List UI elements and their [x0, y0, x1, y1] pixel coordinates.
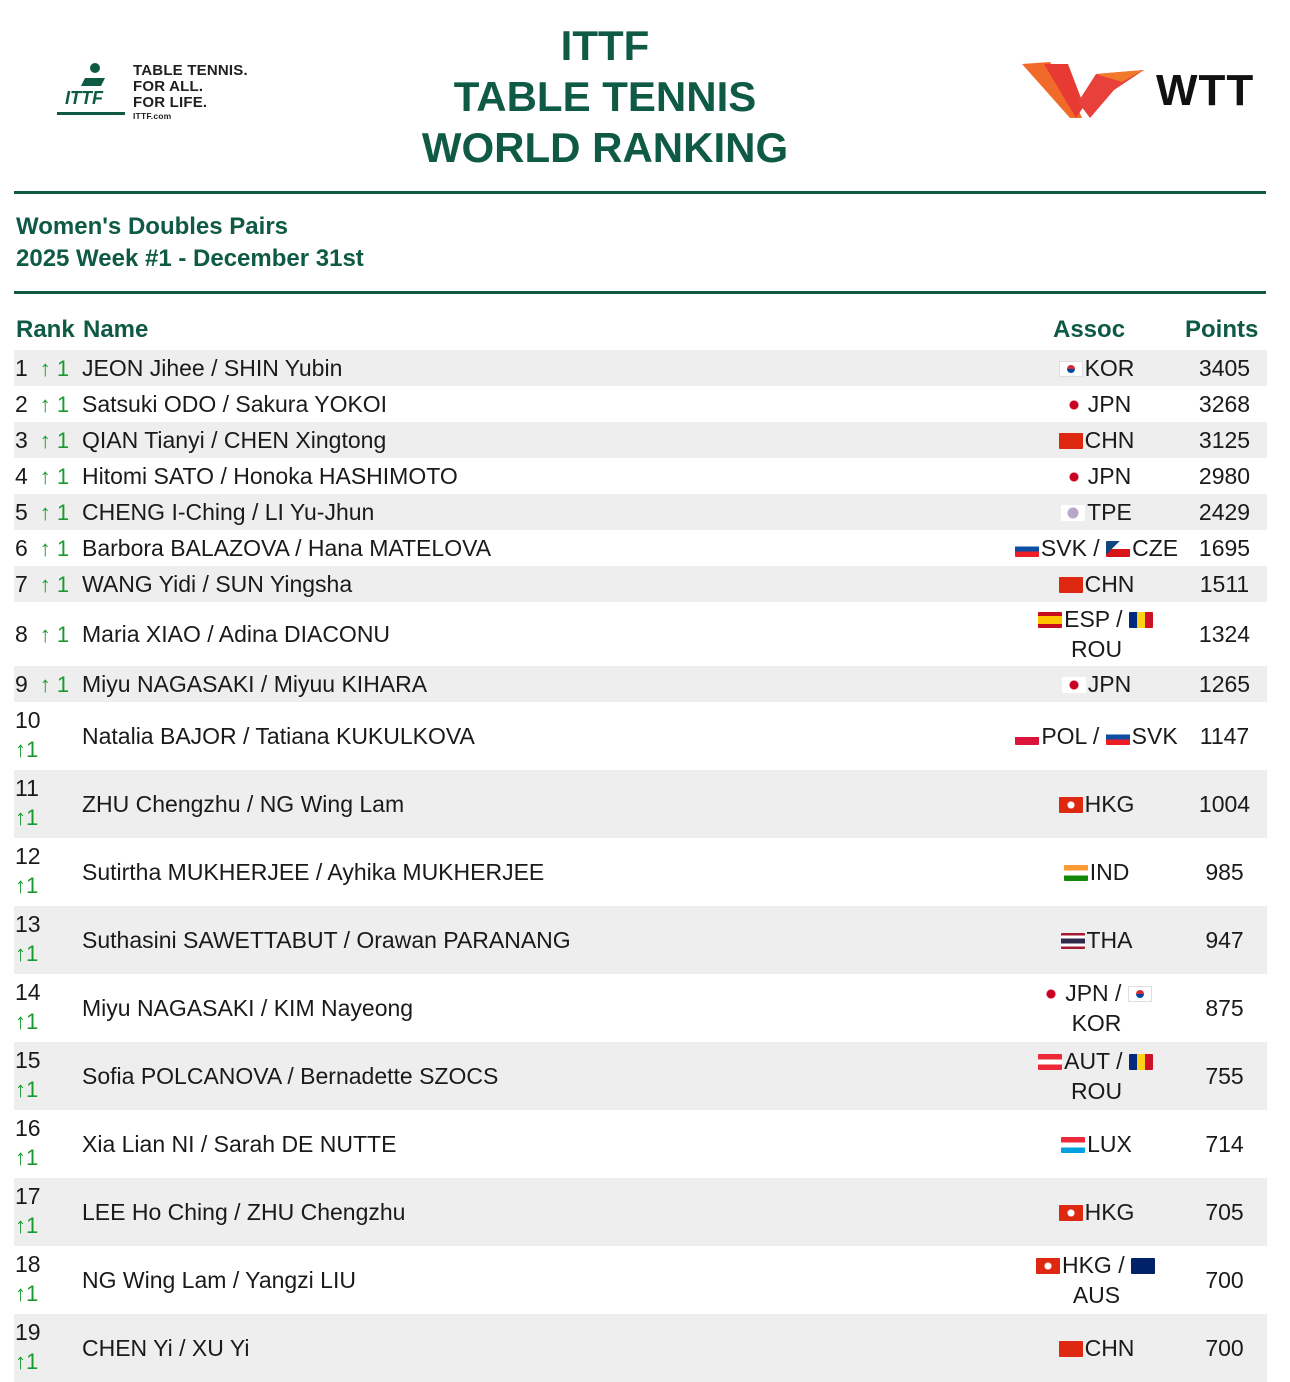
rank-cell: [15, 705, 41, 765]
rank-cell: [15, 977, 41, 1037]
rank-number: 15: [15, 1047, 41, 1073]
association-cell: [999, 353, 1194, 383]
assoc-code: HKG: [1084, 791, 1135, 817]
table-row: [14, 1314, 1267, 1382]
chn-flag-icon: [1059, 1341, 1083, 1357]
subtitle-divider: [14, 291, 1266, 294]
assoc-code: HKG: [1084, 1199, 1135, 1225]
rank-up-icon: ↑1: [15, 805, 39, 830]
chn-flag-icon: [1059, 577, 1083, 593]
rank-number: 3: [15, 427, 28, 453]
assoc-code: POL /: [1041, 723, 1106, 749]
kor-flag-icon: [1059, 361, 1083, 377]
rank-up-icon: ↑ 1: [39, 428, 70, 453]
rank-number: 13: [15, 911, 41, 937]
player-names: Sutirtha MUKHERJEE / Ayhika MUKHERJEE: [82, 859, 545, 885]
assoc-code: HKG /: [1061, 1252, 1131, 1278]
hkg-flag-icon: [1059, 1205, 1083, 1221]
table-row: [14, 386, 1267, 422]
rank-number: 12: [15, 843, 41, 869]
rank-number: 11: [15, 775, 39, 801]
rank-up-icon: ↑ 1: [39, 536, 70, 561]
header-divider: [14, 191, 1266, 194]
points-cell: 875: [1205, 995, 1244, 1021]
player-names: Miyu NAGASAKI / KIM Nayeong: [82, 995, 414, 1021]
rank-number: 7: [15, 571, 28, 597]
rank-up-icon: ↑1: [15, 1145, 39, 1170]
table-row: [14, 602, 1267, 666]
association-cell: [999, 857, 1194, 887]
rank-number: 14: [15, 979, 41, 1005]
rank-up-icon: ↑1: [15, 1009, 39, 1034]
association-cell: [999, 1046, 1194, 1106]
association-cell: [999, 789, 1194, 819]
table-row: [14, 770, 1267, 838]
player-names: Sofia POLCANOVA / Bernadette SZOCS: [82, 1063, 499, 1089]
rank-cell: [15, 425, 69, 456]
table-row: [14, 566, 1267, 602]
player-names: Suthasini SAWETTABUT / Orawan PARANANG: [82, 927, 571, 953]
rank-up-icon: ↑1: [15, 1281, 39, 1306]
association-cell: [999, 1250, 1194, 1310]
assoc-code: KOR: [1084, 355, 1135, 381]
player-names: WANG Yidi / SUN Yingsha: [82, 571, 353, 597]
lux-flag-icon: [1061, 1137, 1085, 1153]
rank-cell: [15, 461, 69, 492]
rank-up-icon: ↑ 1: [39, 356, 70, 381]
association-cell: [999, 1129, 1194, 1159]
rank-number: 6: [15, 535, 28, 561]
points-cell: 755: [1205, 1063, 1244, 1089]
ind-flag-icon: [1064, 865, 1088, 881]
table-row: [14, 422, 1267, 458]
cze-flag-icon: [1106, 541, 1130, 557]
rank-up-icon: ↑1: [15, 873, 39, 898]
rou-flag-icon: [1129, 1054, 1153, 1070]
points-cell: 1004: [1198, 791, 1251, 817]
tpe-flag-icon: [1061, 505, 1085, 521]
assoc-code: JPN: [1087, 463, 1132, 489]
association-cell: [999, 925, 1194, 955]
player-names: LEE Ho Ching / ZHU Chengzhu: [82, 1199, 406, 1225]
rank-cell: [15, 1045, 41, 1105]
rank-cell: [15, 497, 69, 528]
rank-cell: [15, 569, 69, 600]
hkg-flag-icon: [1036, 1258, 1060, 1274]
rank-up-icon: ↑ 1: [39, 622, 70, 647]
assoc-code: KOR: [1071, 1010, 1122, 1036]
association-cell: [999, 1197, 1194, 1227]
assoc-code: THA: [1086, 927, 1133, 953]
esp-flag-icon: [1038, 612, 1062, 628]
player-names: Maria XIAO / Adina DIACONU: [82, 621, 391, 647]
table-row: [14, 1110, 1267, 1178]
table-row: [14, 838, 1267, 906]
association-cell: [999, 604, 1194, 664]
points-cell: 2429: [1198, 499, 1251, 525]
rank-cell: [15, 389, 69, 420]
rank-up-icon: ↑ 1: [39, 672, 70, 697]
points-cell: 3268: [1198, 391, 1251, 417]
association-cell: [999, 497, 1194, 527]
jpn-flag-icon: [1062, 397, 1086, 413]
points-cell: 1695: [1198, 535, 1251, 561]
rank-cell: [15, 1317, 41, 1377]
ittf-logo: [55, 60, 275, 120]
assoc-code: SVK /: [1040, 535, 1107, 561]
player-names: Satsuki ODO / Sakura YOKOI: [82, 391, 388, 417]
rank-number: 17: [15, 1183, 41, 1209]
assoc-code: AUT /: [1064, 1048, 1129, 1074]
tha-flag-icon: [1061, 933, 1085, 949]
points-cell: 947: [1205, 927, 1244, 953]
assoc-code: ESP /: [1064, 606, 1129, 632]
player-names: JEON Jihee / SHIN Yubin: [82, 355, 343, 381]
page-title: ITTF TABLE TENNIS WORLD RANKING: [421, 22, 789, 171]
player-names: CHENG I-Ching / LI Yu-Jhun: [82, 499, 375, 525]
svg-text:ITTF: ITTF: [65, 88, 103, 108]
player-names: QIAN Tianyi / CHEN Xingtong: [82, 427, 387, 453]
player-names: Hitomi SATO / Honoka HASHIMOTO: [82, 463, 458, 489]
pol-flag-icon: [1015, 729, 1039, 745]
rank-cell: [15, 1113, 41, 1173]
rank-cell: [15, 669, 69, 700]
assoc-code: TPE: [1087, 499, 1132, 525]
rank-up-icon: ↑ 1: [39, 572, 70, 597]
hkg-flag-icon: [1059, 797, 1083, 813]
rank-up-icon: ↑1: [15, 737, 39, 762]
association-cell: [999, 533, 1194, 563]
aut-flag-icon: [1038, 1054, 1062, 1070]
table-row: [14, 666, 1267, 702]
rank-number: 10: [15, 707, 41, 733]
association-cell: [999, 1333, 1194, 1363]
jpn-flag-icon: [1039, 986, 1063, 1002]
table-row: [14, 974, 1267, 1042]
association-cell: [999, 669, 1194, 699]
table-row: [14, 350, 1267, 386]
player-names: Barbora BALAZOVA / Hana MATELOVA: [82, 535, 492, 561]
rank-cell: [15, 909, 41, 969]
association-cell: [999, 569, 1194, 599]
jpn-flag-icon: [1062, 677, 1086, 693]
rank-number: 8: [15, 621, 28, 647]
rank-cell: [15, 619, 69, 650]
rank-number: 9: [15, 671, 28, 697]
column-header-assoc: Assoc: [1053, 316, 1126, 343]
svk-flag-icon: [1015, 541, 1039, 557]
column-header-points: Points: [1185, 316, 1259, 343]
rank-cell: [15, 773, 39, 833]
rank-number: 19: [15, 1319, 41, 1345]
points-cell: 1147: [1199, 723, 1250, 749]
aus-flag-icon: [1131, 1258, 1155, 1274]
kor-flag-icon: [1128, 986, 1152, 1002]
rank-cell: [15, 1181, 41, 1241]
rank-number: 16: [15, 1115, 41, 1141]
assoc-code: JPN: [1087, 391, 1132, 417]
rou-flag-icon: [1129, 612, 1153, 628]
rank-cell: [15, 1249, 41, 1309]
assoc-code: ROU: [1070, 1078, 1123, 1104]
table-row: [14, 530, 1267, 566]
points-cell: 700: [1205, 1267, 1244, 1293]
assoc-code: IND: [1089, 859, 1130, 885]
rank-up-icon: ↑1: [15, 1349, 39, 1374]
assoc-code: CZE: [1132, 535, 1179, 561]
table-row: [14, 458, 1267, 494]
assoc-code: CHN: [1084, 571, 1135, 597]
table-row: [14, 1246, 1267, 1314]
points-cell: 985: [1205, 859, 1244, 885]
rank-cell: [15, 841, 41, 901]
assoc-code: ROU: [1070, 636, 1123, 662]
ittf-paddle-icon: [55, 60, 125, 120]
table-row: [14, 494, 1267, 530]
table-row: [14, 906, 1267, 974]
wtt-logo: WTT: [1022, 60, 1272, 124]
points-cell: 714: [1205, 1131, 1244, 1157]
wtt-mark-icon: [1022, 60, 1152, 124]
assoc-code: LUX: [1087, 1131, 1132, 1157]
svk-flag-icon: [1106, 729, 1130, 745]
rank-number: 1: [15, 355, 28, 381]
player-names: Natalia BAJOR / Tatiana KUKULKOVA: [82, 723, 475, 749]
rank-up-icon: ↑1: [15, 1077, 39, 1102]
association-cell: [999, 721, 1194, 751]
association-cell: [999, 978, 1194, 1038]
assoc-code: CHN: [1084, 427, 1135, 453]
association-cell: [999, 389, 1194, 419]
rank-number: 18: [15, 1251, 41, 1277]
table-row: [14, 702, 1267, 770]
rank-up-icon: ↑1: [15, 1213, 39, 1238]
rank-number: 5: [15, 499, 28, 525]
points-cell: 1511: [1199, 571, 1250, 597]
points-cell: 3125: [1198, 427, 1251, 453]
column-header-rank: Rank: [16, 316, 75, 343]
points-cell: 705: [1205, 1199, 1244, 1225]
player-names: ZHU Chengzhu / NG Wing Lam: [82, 791, 405, 817]
ittf-tagline: TABLE TENNIS. FOR ALL. FOR LIFE. ITTF.com: [133, 62, 248, 121]
player-names: Miyu NAGASAKI / Miyuu KIHARA: [82, 671, 428, 697]
assoc-code: SVK: [1131, 723, 1178, 749]
points-cell: 3405: [1198, 355, 1251, 381]
assoc-code: AUS: [1072, 1282, 1121, 1308]
association-cell: [999, 461, 1194, 491]
chn-flag-icon: [1059, 433, 1083, 449]
section-title: Women's Doubles Pairs: [16, 213, 289, 240]
assoc-code: JPN /: [1065, 980, 1128, 1006]
rank-cell: [15, 533, 69, 564]
rank-number: 2: [15, 391, 28, 417]
rank-number: 4: [15, 463, 28, 489]
association-cell: [999, 425, 1194, 455]
rank-cell: [15, 353, 69, 384]
player-names: Xia Lian NI / Sarah DE NUTTE: [82, 1131, 397, 1157]
table-row: [14, 1042, 1267, 1110]
assoc-code: CHN: [1084, 1335, 1135, 1361]
table-row: [14, 1178, 1267, 1246]
rank-up-icon: ↑ 1: [39, 392, 70, 417]
points-cell: 1265: [1198, 671, 1251, 697]
player-names: CHEN Yi / XU Yi: [82, 1335, 250, 1361]
column-header-name: Name: [83, 316, 149, 343]
rank-up-icon: ↑ 1: [39, 500, 70, 525]
points-cell: 1324: [1198, 621, 1251, 647]
player-names: NG Wing Lam / Yangzi LIU: [82, 1267, 356, 1293]
assoc-code: JPN: [1087, 671, 1132, 697]
rank-up-icon: ↑1: [15, 941, 39, 966]
jpn-flag-icon: [1062, 469, 1086, 485]
rank-up-icon: ↑ 1: [39, 464, 70, 489]
points-cell: 2980: [1198, 463, 1251, 489]
section-date: 2025 Week #1 - December 31st: [16, 245, 364, 272]
points-cell: 700: [1205, 1335, 1244, 1361]
